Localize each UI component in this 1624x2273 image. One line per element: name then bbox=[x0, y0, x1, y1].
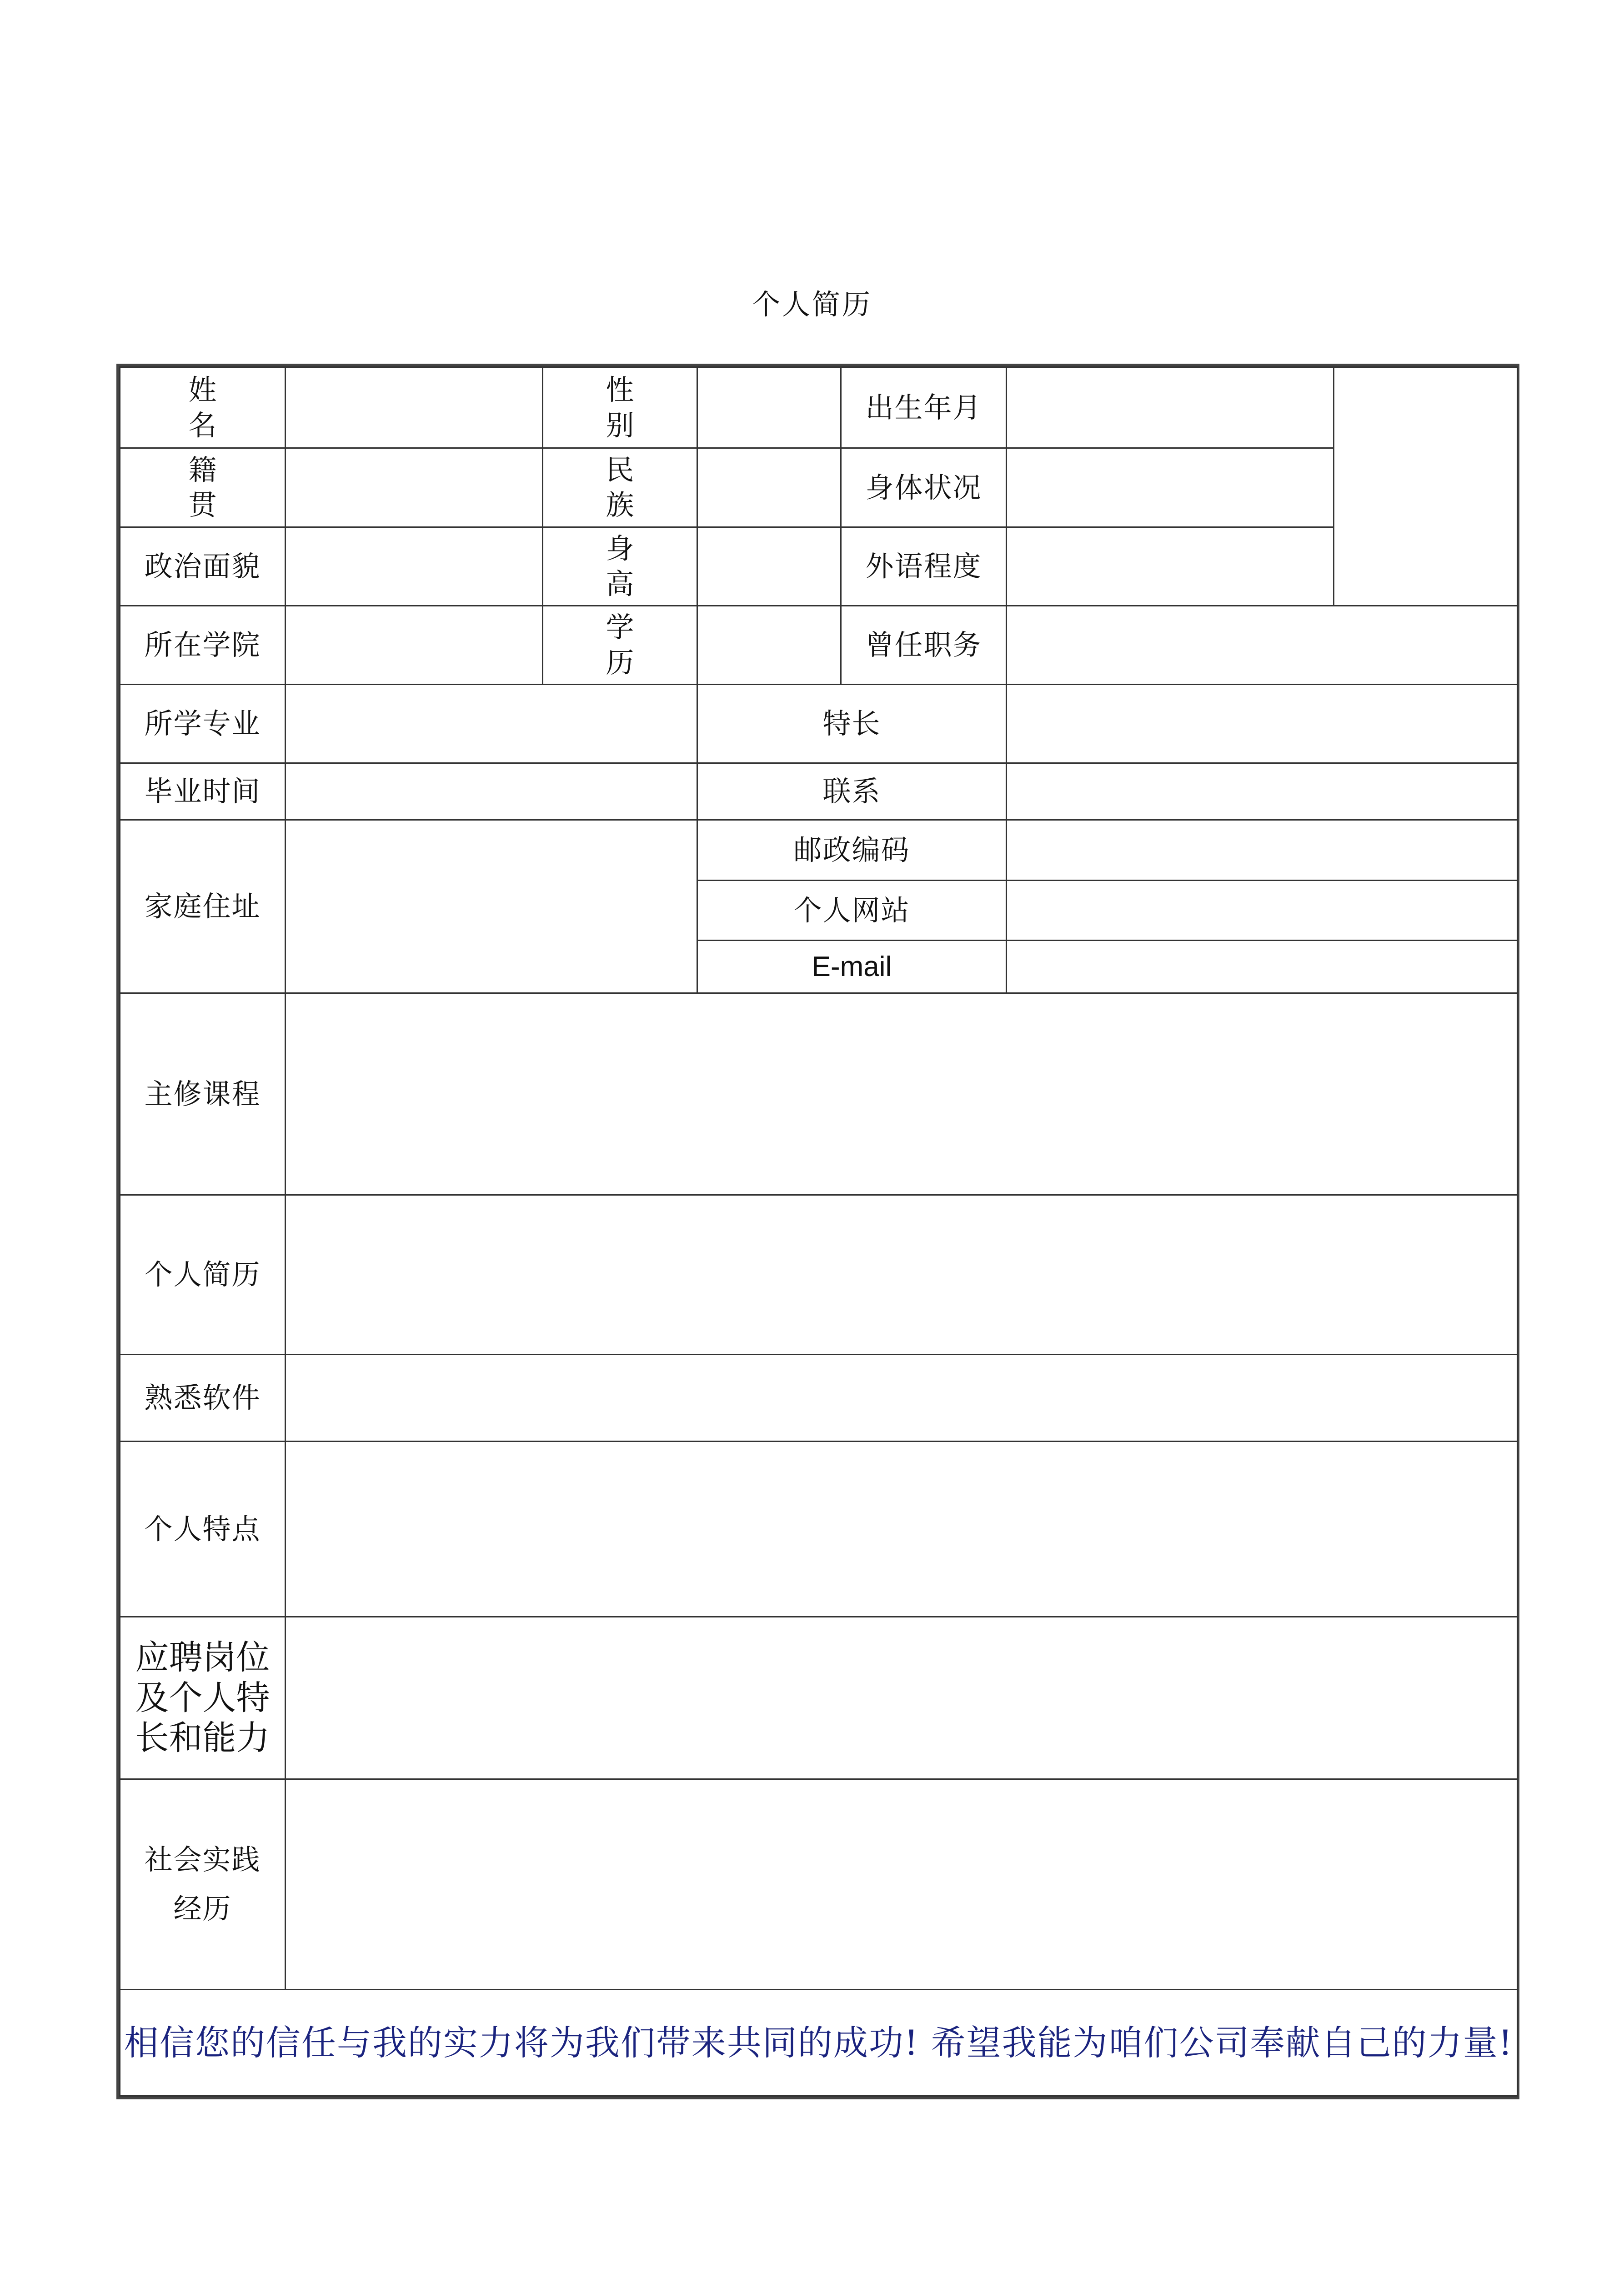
label-former-position: 曾任职务 bbox=[841, 606, 1007, 684]
label-ethnicity: 民族 bbox=[543, 448, 697, 527]
label-position-line-1: 应聘岗位 bbox=[135, 1637, 270, 1677]
contact-value[interactable] bbox=[1007, 763, 1518, 820]
social-practice-value[interactable] bbox=[286, 1779, 1518, 1989]
characteristics-value[interactable] bbox=[286, 1441, 1518, 1617]
label-major: 所学专业 bbox=[120, 685, 286, 763]
ethnicity-value[interactable] bbox=[697, 448, 841, 527]
home-address-value[interactable] bbox=[286, 820, 697, 993]
label-native-place: 籍贯 bbox=[120, 448, 286, 527]
name-value[interactable] bbox=[286, 367, 543, 448]
label-college: 所在学院 bbox=[120, 606, 286, 684]
label-birth: 出生年月 bbox=[841, 367, 1007, 448]
label-resume: 个人简历 bbox=[120, 1195, 286, 1355]
label-email: E-mail bbox=[697, 940, 1007, 993]
postal-code-value[interactable] bbox=[1007, 820, 1518, 880]
photo-box[interactable] bbox=[1334, 367, 1518, 606]
label-software: 熟悉软件 bbox=[120, 1355, 286, 1441]
label-main-courses: 主修课程 bbox=[120, 993, 286, 1195]
label-postal-code: 邮政编码 bbox=[697, 820, 1007, 880]
label-practice-line-2: 经历 bbox=[173, 1892, 232, 1925]
label-practice-line-1: 社会实践 bbox=[144, 1843, 261, 1877]
label-website: 个人网站 bbox=[697, 880, 1007, 940]
gender-value[interactable] bbox=[697, 367, 841, 448]
position-abilities-value[interactable] bbox=[286, 1617, 1518, 1779]
label-home-address: 家庭住址 bbox=[120, 820, 286, 993]
label-gender: 性别 bbox=[543, 367, 697, 448]
political-status-value[interactable] bbox=[286, 527, 543, 606]
label-specialty: 特长 bbox=[697, 685, 1007, 763]
major-value[interactable] bbox=[286, 685, 697, 763]
label-position-line-3: 长和能力 bbox=[135, 1718, 270, 1758]
closing-statement: 相信您的信任与我的实力将为我们带来共同的成功! 希望我能为咱们公司奉献自己的力量! bbox=[120, 1989, 1518, 2096]
label-social-practice bbox=[120, 1779, 286, 1989]
birth-value[interactable] bbox=[1007, 367, 1334, 448]
main-courses-value[interactable] bbox=[286, 993, 1518, 1195]
website-value[interactable] bbox=[1007, 880, 1518, 940]
label-position-abilities bbox=[120, 1617, 286, 1779]
college-value[interactable] bbox=[286, 606, 543, 684]
specialty-value[interactable] bbox=[1007, 685, 1518, 763]
health-value[interactable] bbox=[1007, 448, 1334, 527]
label-political-status: 政治面貌 bbox=[120, 527, 286, 606]
label-contact: 联系 bbox=[697, 763, 1007, 820]
education-value[interactable] bbox=[697, 606, 841, 684]
label-education: 学历 bbox=[543, 606, 697, 684]
page-title: 个人简历 bbox=[752, 288, 872, 321]
label-foreign-language: 外语程度 bbox=[841, 527, 1007, 606]
email-value[interactable] bbox=[1007, 940, 1518, 993]
height-value[interactable] bbox=[697, 527, 841, 606]
foreign-language-value[interactable] bbox=[1007, 527, 1334, 606]
graduation-time-value[interactable] bbox=[286, 763, 697, 820]
label-position-line-2: 及个人特 bbox=[135, 1678, 270, 1717]
former-position-value[interactable] bbox=[1007, 606, 1518, 684]
native-place-value[interactable] bbox=[286, 448, 543, 527]
resume-table bbox=[119, 366, 1518, 2097]
label-characteristics: 个人特点 bbox=[120, 1441, 286, 1617]
label-height: 身高 bbox=[543, 527, 697, 606]
software-value[interactable] bbox=[286, 1355, 1518, 1441]
label-name: 姓名 bbox=[120, 367, 286, 448]
label-health: 身体状况 bbox=[841, 448, 1007, 527]
resume-value[interactable] bbox=[286, 1195, 1518, 1355]
label-graduation-time: 毕业时间 bbox=[120, 763, 286, 820]
